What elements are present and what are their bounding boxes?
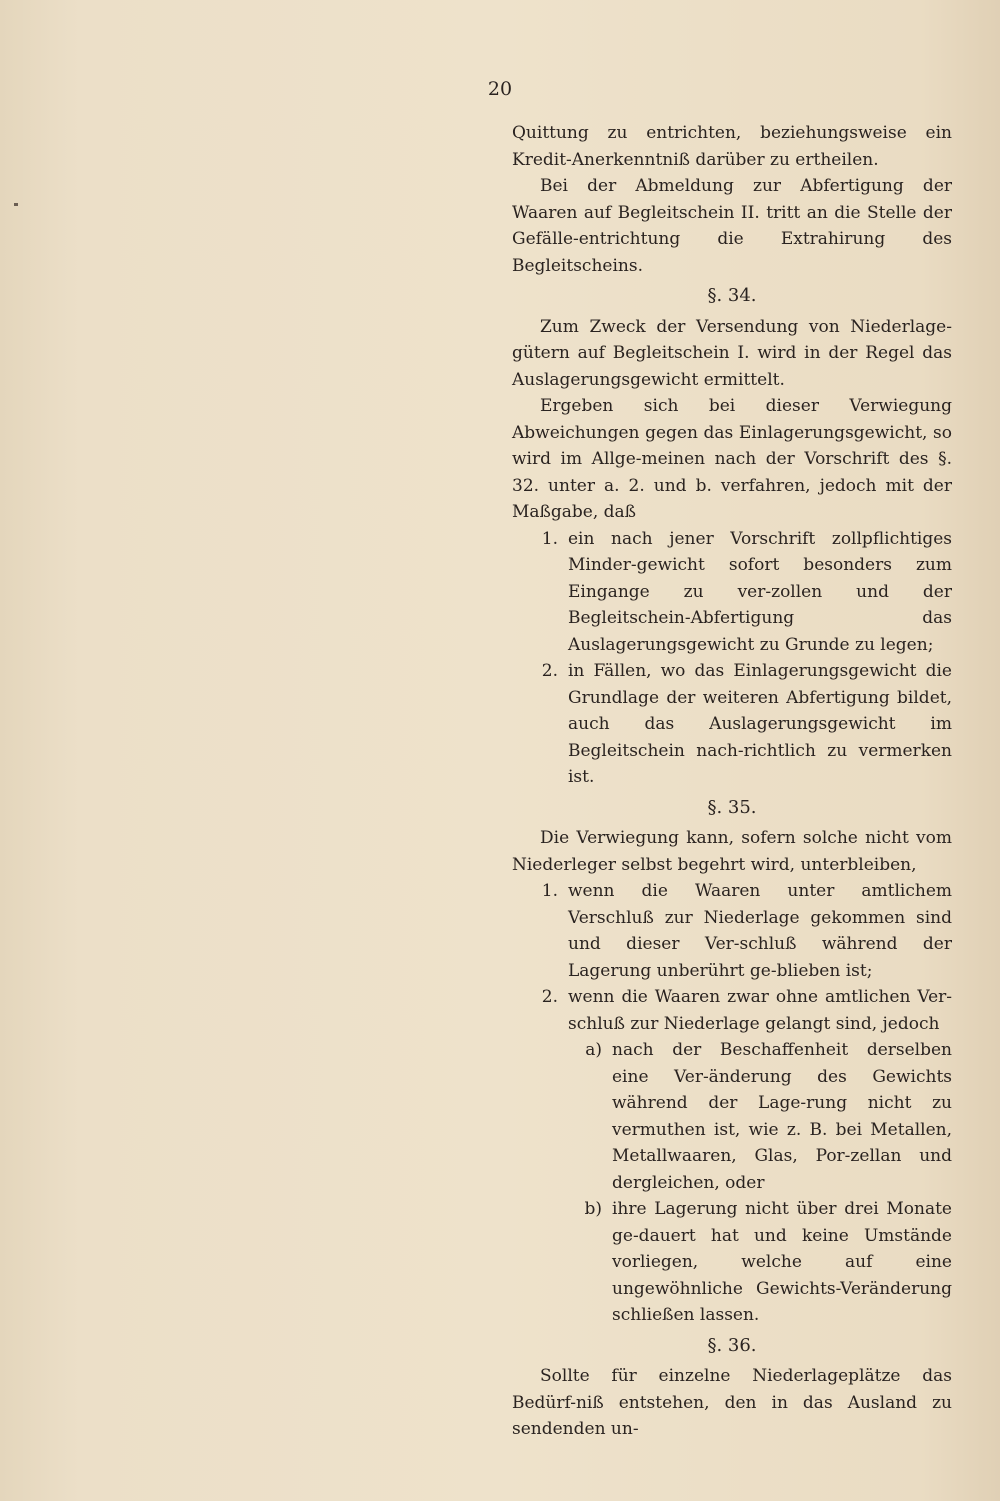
list-item <box>512 984 952 1037</box>
list-item-text: in Fällen, wo das Einlagerungsgewicht die Grundlage der weiteren Abfertigung bildet, auch das Auslagerungsgewicht im Begleitschein nach-richtlich zu vermerken ist. <box>568 661 952 787</box>
paragraph-begleitschein: Bei der Abmeldung zur Abfertigung der Waaren auf Begleitschein II. tritt an die Stelle der Gefälle-entrichtung die Extrahirung des Begleitscheins. <box>512 176 952 276</box>
list-item <box>512 878 952 984</box>
list-34 <box>512 526 952 791</box>
list-item <box>512 526 952 659</box>
sub-list-item-letter: a) <box>585 1040 602 1060</box>
list-item-number: 1. <box>541 528 558 549</box>
sub-list-item-letter: b) <box>584 1199 602 1219</box>
main-text <box>512 120 952 1443</box>
paragraph-34-2: Ergeben sich bei dieser Verwiegung Abweichungen gegen das Einlagerungsgewicht, so wird im Allge-meinen nach der Vorschrift des §. 32. unter a. 2. und b. verfahren, jedoch mit der Maßgabe, daß <box>512 396 952 522</box>
list-item-number: 1. <box>541 881 558 901</box>
list-35 <box>512 878 952 1037</box>
paragraph-35-1: Die Verwiegung kann, sofern solche nicht vom Niederleger selbst begehrt wird, unterbleiben, <box>512 828 952 875</box>
list-item-number: 2. <box>541 661 558 681</box>
section-heading-36: §. 36. <box>707 1334 757 1356</box>
margin-mark <box>14 203 18 206</box>
sub-list-item <box>558 1196 952 1329</box>
paragraph-36-1: Sollte für einzelne Niederlageplätze das Bedürf-niß entstehen, den in das Ausland zu sendenden un- <box>512 1366 952 1439</box>
list-item <box>512 658 952 791</box>
list-item-text: ein nach jener Vorschrift zollpflichtiges Minder-gewicht sofort besonders zum Eingange zu ver-zollen und der Begleitschein-Abfertigung das Auslagerungsgewicht zu Grunde zu legen; <box>568 528 952 655</box>
list-item-number: 2. <box>541 987 558 1007</box>
list-item-text: wenn die Waaren unter amtlichem Verschluß zur Niederlage gekommen sind und dieser Ver-schluß während der Lagerung unberührt ge-blieben ist; <box>568 881 952 981</box>
paragraph-34-1: Zum Zweck der Versendung von Niederlage-gütern auf Begleitschein I. wird in der Regel das Auslagerungsgewicht ermittelt. <box>512 316 952 390</box>
sub-list-item-text: nach der Beschaffenheit derselben eine Ver-änderung des Gewichts während der Lage-rung nicht zu vermuthen ist, wie z. B. bei Metallen, Metallwaaren, Glas, Por-zellan und dergleichen, oder <box>612 1040 952 1193</box>
page-number: 20 <box>487 78 513 100</box>
sub-list-item <box>558 1037 952 1196</box>
section-heading-35: §. 35. <box>707 796 757 818</box>
list-item-text: wenn die Waaren zwar ohne amtlichen Ver-schluß zur Niederlage gelangt sind, jedoch <box>568 987 952 1034</box>
sub-list-item-text: ihre Lagerung nicht über drei Monate ge-dauert hat und keine Umstände vorliegen, welche auf eine ungewöhnliche Gewichts-Veränderung schließen lassen. <box>612 1199 952 1325</box>
paragraph-continuation: Quittung zu entrichten, beziehungsweise ein Kredit-Anerkenntniß darüber zu ertheilen. <box>512 123 952 170</box>
section-heading-34: §. 34. <box>707 285 757 306</box>
